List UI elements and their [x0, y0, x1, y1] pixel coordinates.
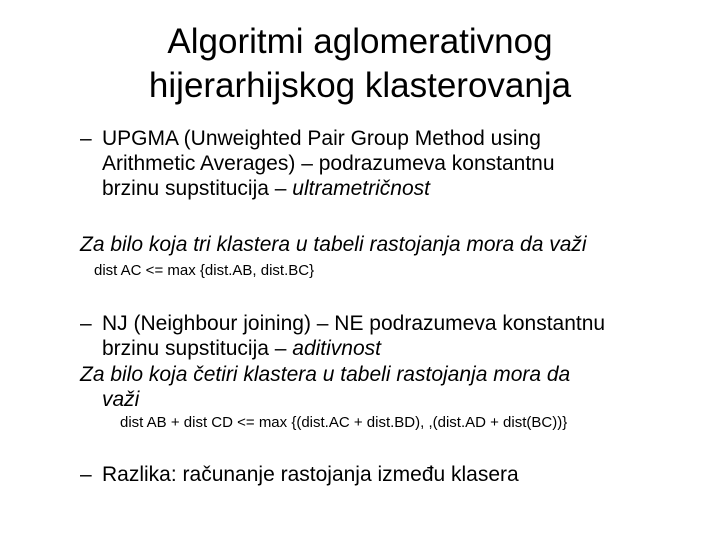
bullet-upgma-line-3-prefix: brzinu supstitucija –	[102, 177, 293, 200]
bullet-nj-line-1: NJ (Neighbour joining) – NE podrazumeva konstantnu	[102, 312, 606, 335]
rule-three-clusters: Za bilo koja tri klastera u tabeli rastojanja mora da važi	[80, 233, 587, 256]
bullet-upgma-line-2: Arithmetic Averages) – podrazumeva konstantnu	[102, 152, 555, 175]
bullet-difference-text: Razlika: računanje rastojanja između klasera	[102, 463, 519, 486]
bullet-marker: –	[80, 127, 92, 150]
slide-title	[60, 20, 660, 108]
bullet-nj	[80, 311, 690, 361]
bullet-upgma	[80, 126, 640, 201]
bullet-upgma-line-3	[80, 176, 640, 201]
ultrametricity-term: ultrametričnost	[292, 177, 430, 200]
formula-ultrametric: dist AC <= max {dist.AB, dist.BC}	[94, 262, 315, 279]
bullet-nj-line-2-prefix: brzinu supstitucija –	[102, 337, 293, 360]
title-line-1: Algoritmi aglomerativnog	[167, 22, 553, 61]
bullet-nj-line-2	[80, 336, 690, 361]
bullet-marker: –	[80, 463, 92, 486]
formula-additive: dist AB + dist CD <= max {(dist.AC + dist.BD), ,(dist.AD + dist(BC))}	[120, 414, 568, 431]
bullet-upgma-line-1: UPGMA (Unweighted Pair Group Method using	[102, 127, 541, 150]
bullet-difference	[80, 462, 680, 487]
bullet-marker: –	[80, 312, 92, 335]
title-line-2: hijerarhijskog klasterovanja	[148, 66, 572, 105]
rule-four-clusters-line-1: Za bilo koja četiri klastera u tabeli rastojanja mora da	[80, 363, 571, 386]
rule-four-clusters-line-2: važi	[102, 388, 140, 411]
additivity-term: aditivnost	[292, 337, 381, 360]
rule-four-clusters	[80, 362, 660, 412]
